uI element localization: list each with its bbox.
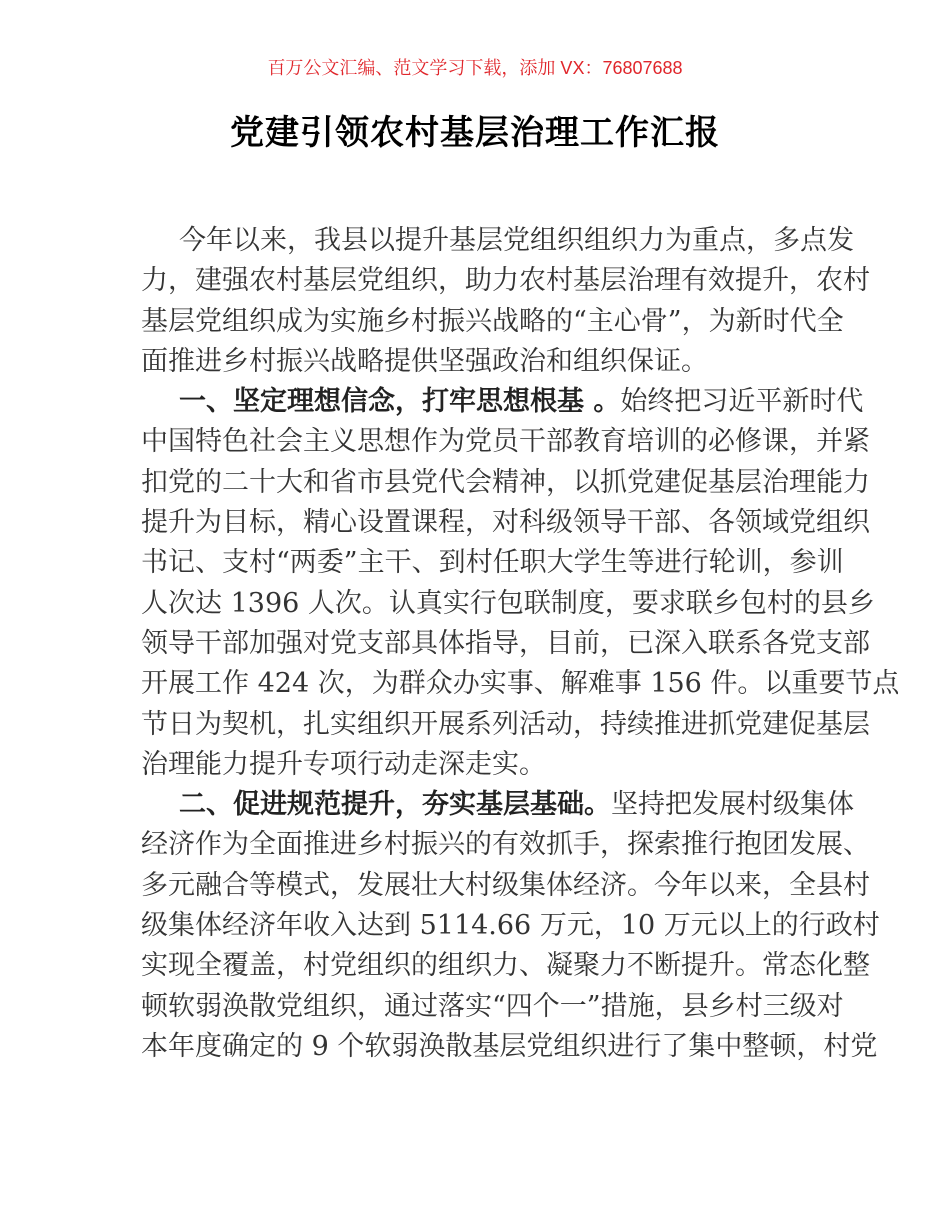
paragraph-section-1 — [141, 382, 900, 785]
paragraph-line: 顿软弱涣散党组织，通过落实“四个一”措施，县乡村三级对 — [141, 990, 844, 1022]
paragraph-text: 坚持把发展村级集体 — [611, 789, 854, 821]
paragraph-line: 级集体经济年收入达到 5114.66 万元，10 万元以上的行政村 — [141, 910, 880, 942]
paragraph-line — [141, 785, 854, 825]
paragraph-line: 面推进乡村振兴战略提供坚强政治和组织保证。 — [141, 345, 708, 377]
paragraph-text: 始终把习近平新时代 — [620, 386, 864, 418]
paragraph-line: 节日为契机，扎实组织开展系列活动，持续推进抓党建促基层 — [141, 708, 870, 740]
document-body — [141, 221, 900, 1067]
paragraph-line — [141, 382, 864, 422]
watermark-banner: 百万公文汇编、范文学习下载，添加 VX：76807688 — [267, 58, 683, 78]
paragraph-line: 治理能力提升专项行动走深走实。 — [141, 748, 546, 780]
paragraph-line: 力，建强农村基层党组织，助力农村基层治理有效提升，农村 — [141, 265, 870, 297]
paragraph-line: 人次达 1396 人次。认真实行包联制度，要求联乡包村的县乡 — [141, 587, 875, 619]
paragraph-line: 多元融合等模式，发展壮大村级集体经济。今年以来，全县村 — [141, 869, 870, 901]
paragraph-line: 领导干部加强对党支部具体指导，目前，已深入联系各党支部 — [141, 627, 870, 659]
paragraph-line: 中国特色社会主义思想作为党员干部教育培训的必修课，并紧 — [141, 426, 870, 458]
paragraph-line: 扣党的二十大和省市县党代会精神，以抓党建促基层治理能力 — [141, 466, 870, 498]
paragraph-line: 本年度确定的 9 个软弱涣散基层党组织进行了集中整顿，村党 — [141, 1030, 878, 1062]
paragraph-line: 书记、支村“两委”主干、到村任职大学生等进行轮训，参训 — [141, 547, 844, 579]
paragraph-line: 实现全覆盖，村党组织的组织力、凝聚力不断提升。常态化整 — [141, 950, 870, 982]
document-title: 党建引领农村基层治理工作汇报 — [230, 113, 720, 153]
section-heading: 二、促进规范提升，夯实基层基础。 — [179, 789, 611, 821]
paragraph-intro — [141, 221, 870, 382]
paragraph-line: 开展工作 424 次，为群众办实事、解难事 156 件。以重要节点 — [141, 668, 900, 700]
paragraph-line: 经济作为全面推进乡村振兴的有效抓手，探索推行抱团发展、 — [141, 829, 870, 861]
paragraph-section-2 — [141, 785, 880, 1067]
section-heading: 一、坚定理想信念，打牢思想根基 。 — [179, 386, 621, 418]
paragraph-line: 基层党组织成为实施乡村振兴战略的“主心骨”，为新时代全 — [141, 305, 844, 337]
paragraph-line: 今年以来，我县以提升基层党组织组织力为重点，多点发 — [179, 225, 854, 256]
paragraph-line: 提升为目标，精心设置课程，对科级领导干部、各领域党组织 — [141, 507, 870, 539]
